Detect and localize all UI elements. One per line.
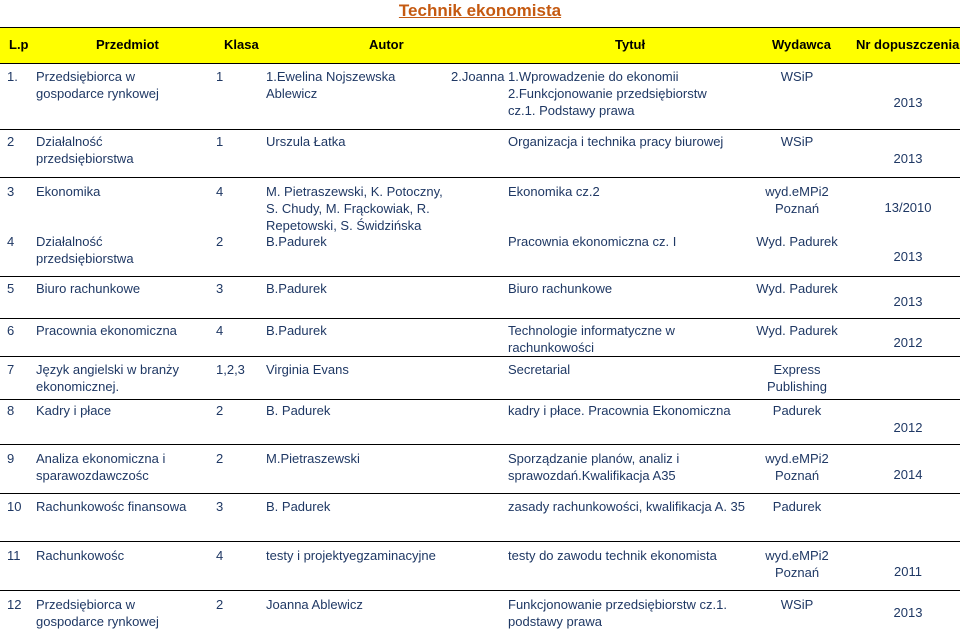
row-przedmiot: Ekonomika [36, 184, 101, 199]
row-autor: Virginia Evans [266, 362, 349, 377]
row-autor: M. Pietraszewski, K. Potoczny, S. Chudy, M. Frąckowiak, R. Repetowski, S. Świdzińska [266, 184, 443, 233]
row-wydawca: WSiP [780, 69, 814, 84]
row-lp: 9 [7, 451, 15, 466]
row-klasa: 1 [216, 134, 224, 149]
row-autor-2: 2.Joanna [451, 69, 505, 84]
row-przedmiot: Pracownia ekonomiczna [36, 323, 177, 338]
row-przedmiot: Przedsiębiorca w gospodarce rynkowej [36, 69, 159, 101]
row-nr: 2011 [894, 564, 922, 579]
row-klasa: 4 [216, 184, 224, 199]
row-tytul: Pracownia ekonomiczna cz. I [508, 234, 677, 249]
row-lp: 6 [7, 323, 15, 338]
row-separator [0, 493, 960, 494]
row-lp: 4 [7, 234, 15, 249]
row-przedmiot: Działalność przedsiębiorstwa [36, 134, 134, 166]
row-separator [0, 590, 960, 591]
header-nr: Nr dopuszczenia [856, 37, 960, 52]
row-klasa: 4 [216, 548, 224, 563]
row-wydawca: wyd.eMPi2 Poznań [765, 184, 829, 216]
row-tytul: Organizacja i technika pracy biurowej [508, 134, 724, 149]
row-lp: 10 [7, 499, 22, 514]
row-wydawca: Wyd. Padurek [756, 281, 838, 296]
row-lp: 5 [7, 281, 15, 296]
row-tytul: zasady rachunkowości, kwalifikacja A. 35 [508, 499, 746, 514]
row-klasa: 2 [216, 597, 224, 612]
row-separator [0, 318, 960, 319]
header-klasa: Klasa [224, 37, 259, 52]
row-lp: 7 [7, 362, 15, 377]
row-klasa: 3 [216, 499, 224, 514]
row-separator [0, 356, 960, 357]
row-przedmiot: Rachunkowośc finansowa [36, 499, 187, 514]
row-klasa: 2 [216, 234, 224, 249]
row-przedmiot: Analiza ekonomiczna i sparawozdawczośc [36, 451, 166, 483]
header-tytul: Tytuł [615, 37, 646, 52]
row-autor: B. Padurek [266, 403, 331, 418]
row-autor: B. Padurek [266, 499, 331, 514]
row-separator [0, 541, 960, 542]
row-separator [0, 129, 960, 130]
row-tytul: 1.Wprowadzenie do ekonomii 2.Funkcjonowanie przedsiębiorstw cz.1. Podstawy prawa [508, 69, 707, 118]
page-title: Technik ekonomista [398, 1, 562, 20]
row-przedmiot: Język angielski w branży ekonomicznej. [36, 362, 180, 394]
row-przedmiot: Przedsiębiorca w gospodarce rynkowej [36, 597, 159, 629]
row-tytul: Secretarial [508, 362, 571, 377]
row-nr: 2014 [893, 467, 923, 482]
row-nr: 2013 [893, 151, 923, 166]
row-separator [0, 276, 960, 277]
row-nr: 13/2010 [884, 200, 932, 215]
row-lp: 11 [7, 548, 21, 563]
row-tytul: Funkcjonowanie przedsiębiorstw cz.1. podstawy prawa [508, 597, 727, 629]
row-autor: B.Padurek [266, 281, 327, 296]
header-wydawca: Wydawca [772, 37, 832, 52]
row-separator [0, 444, 960, 445]
row-wydawca: WSiP [780, 134, 814, 149]
row-nr: 2013 [893, 605, 923, 620]
row-nr: 2013 [893, 294, 923, 309]
row-wydawca: Padurek [772, 403, 822, 418]
row-przedmiot: Rachunkowośc [36, 548, 125, 563]
row-separator [0, 399, 960, 400]
row-autor: B.Padurek [266, 234, 327, 249]
row-lp: 12 [7, 597, 22, 612]
row-wydawca: wyd.eMPi2 Poznań [765, 451, 829, 483]
row-przedmiot: Działalność przedsiębiorstwa [36, 234, 134, 266]
row-wydawca: Padurek [772, 499, 822, 514]
row-wydawca: Express Publishing [767, 362, 827, 394]
row-wydawca: WSiP [780, 597, 814, 612]
row-lp: 1. [7, 69, 18, 84]
row-autor: B.Padurek [266, 323, 327, 338]
row-nr: 2013 [893, 249, 923, 264]
row-przedmiot: Kadry i płace [36, 403, 112, 418]
header-przedmiot: Przedmiot [96, 37, 159, 52]
row-autor: Joanna Ablewicz [266, 597, 363, 612]
row-autor: 1.Ewelina Nojszewska Ablewicz [266, 69, 396, 101]
row-tytul: kadry i płace. Pracownia Ekonomiczna [508, 403, 731, 418]
row-nr: 2013 [893, 95, 923, 110]
row-przedmiot: Biuro rachunkowe [36, 281, 141, 296]
row-tytul: Biuro rachunkowe [508, 281, 613, 296]
row-klasa: 1 [216, 69, 224, 84]
row-lp: 3 [7, 184, 15, 199]
row-lp: 2 [7, 134, 15, 149]
header-autor: Autor [369, 37, 404, 52]
row-autor: testy i projektyegzaminacyjne [266, 548, 436, 563]
row-lp: 8 [7, 403, 15, 418]
row-autor: Urszula Łatka [266, 134, 346, 149]
row-autor: M.Pietraszewski [266, 451, 360, 466]
row-wydawca: wyd.eMPi2 Poznań [765, 548, 829, 580]
table-header [0, 27, 960, 64]
row-klasa: 2 [216, 403, 224, 418]
row-klasa: 4 [216, 323, 224, 338]
row-wydawca: Wyd. Padurek [756, 323, 838, 338]
row-separator [0, 177, 960, 178]
row-tytul: Sporządzanie planów, analiz i sprawozdań.Kwalifikacja A35 [508, 451, 680, 483]
row-klasa: 1,2,3 [216, 362, 245, 377]
row-tytul: Technologie informatyczne w rachunkowości [508, 323, 675, 355]
row-klasa: 2 [216, 451, 224, 466]
row-klasa: 3 [216, 281, 224, 296]
row-nr: 2012 [893, 420, 923, 435]
row-tytul: testy do zawodu technik ekonomista [508, 548, 717, 563]
row-tytul: Ekonomika cz.2 [508, 184, 600, 199]
row-wydawca: Wyd. Padurek [756, 234, 838, 249]
header-lp: L.p [9, 37, 29, 52]
row-nr: 2012 [893, 335, 923, 350]
